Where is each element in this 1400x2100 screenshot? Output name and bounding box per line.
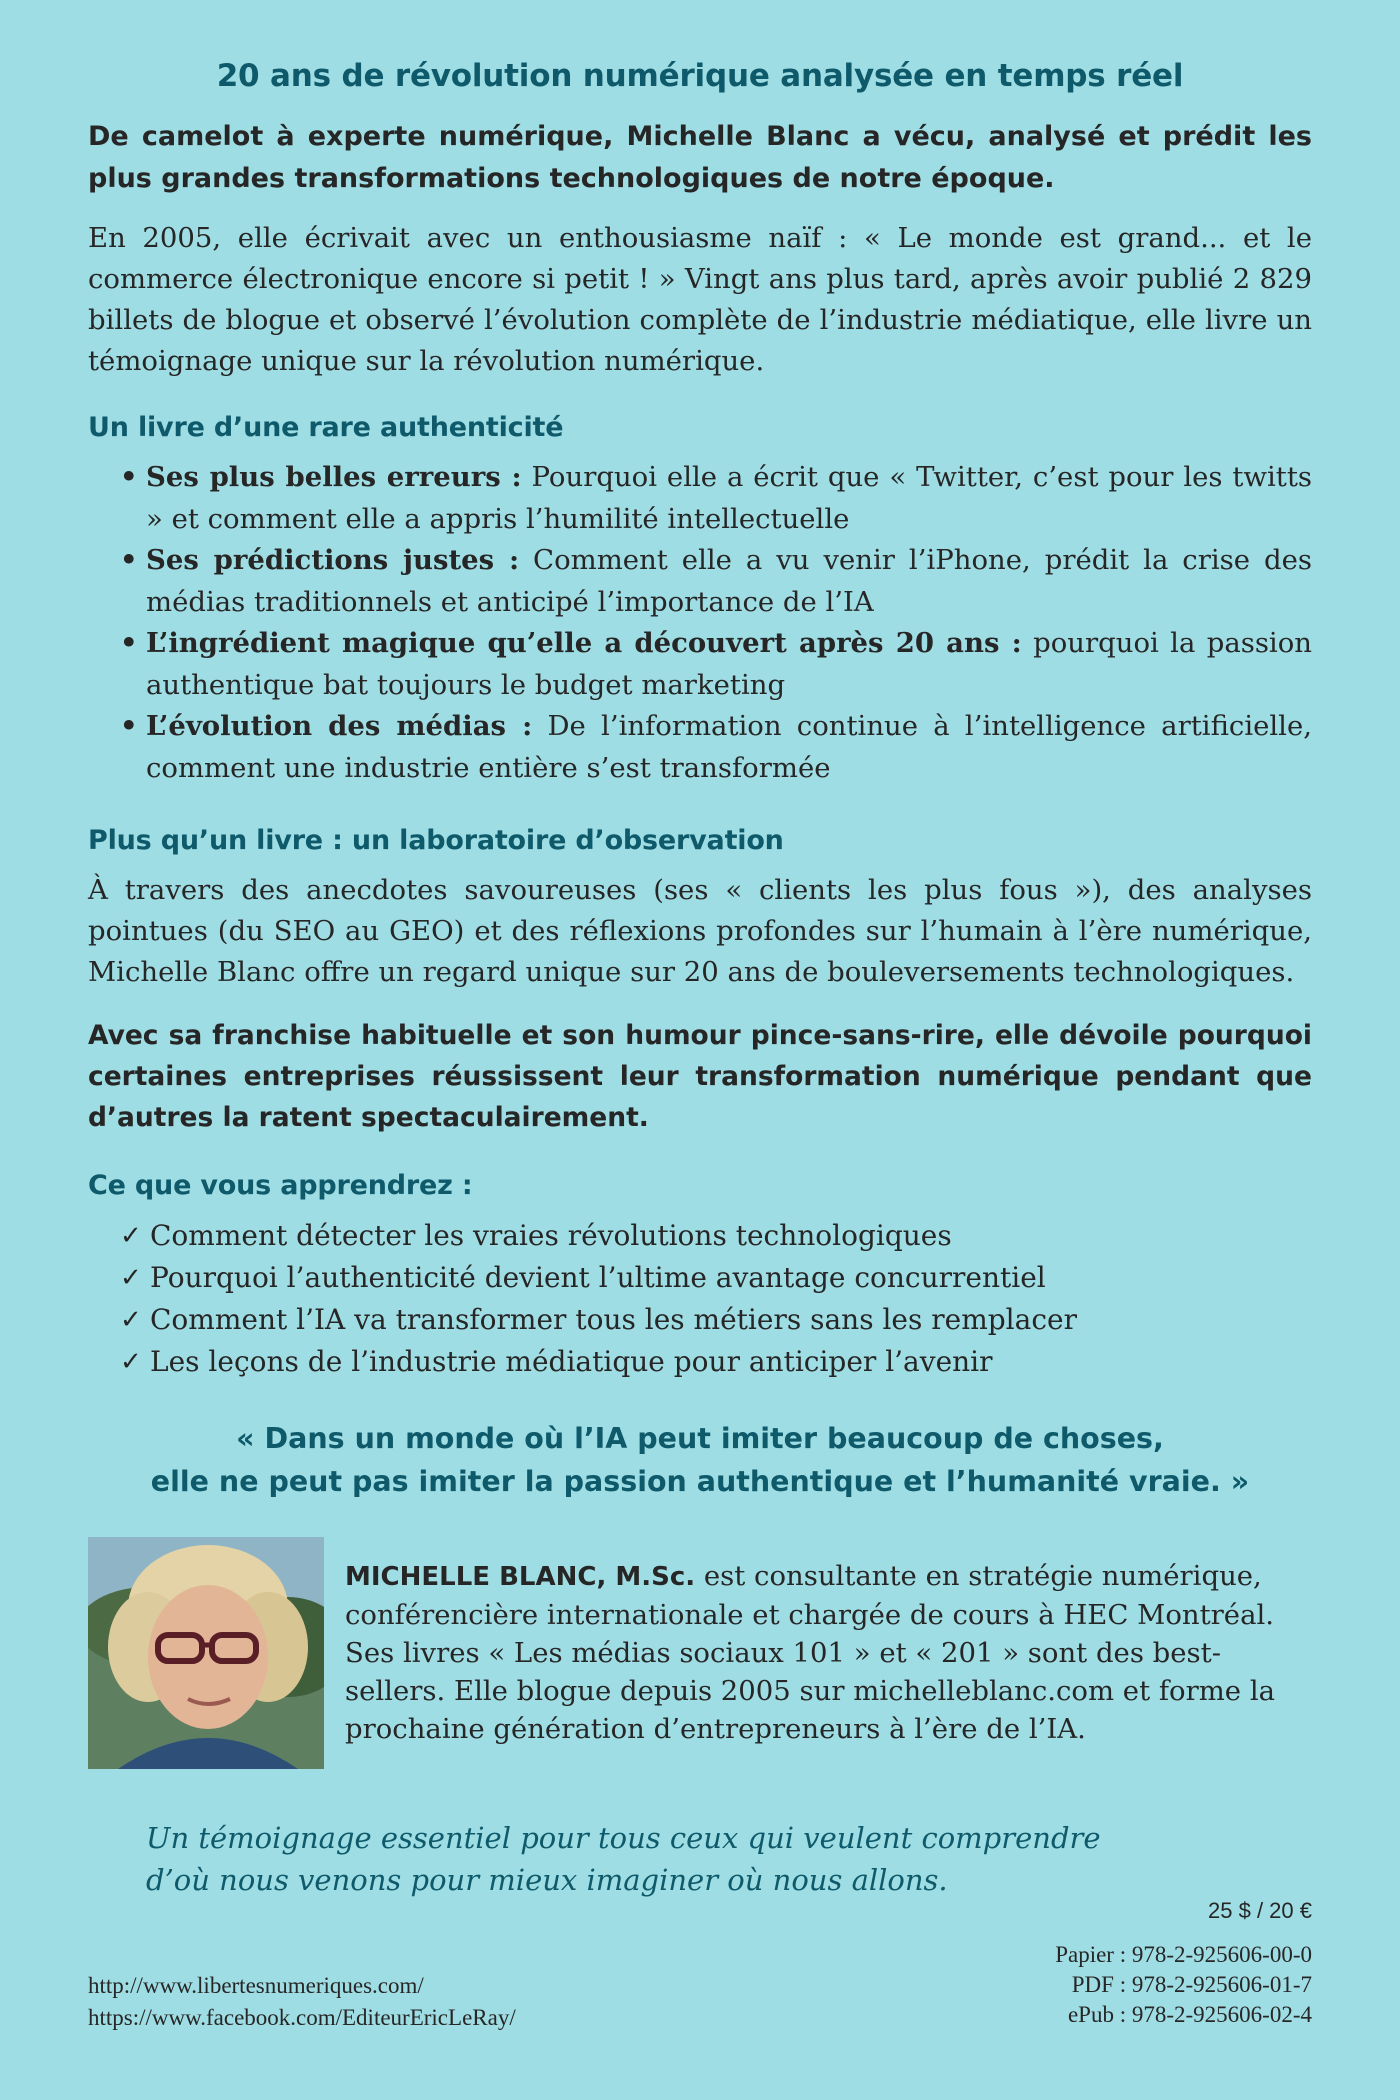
check-icon: ✓ xyxy=(120,1305,142,1335)
author-block xyxy=(88,1537,1312,1769)
laboratory-bold-paragraph: Avec sa franchise habituelle et son humour pince-sans-rire, elle dévoile pourquoi certaines entreprises réussissent leur transformation numérique pendant que d’autres la ratent spectaculairement. xyxy=(88,1020,1312,1133)
pull-quote-line: elle ne peut pas imiter la passion authentique et l’humanité vraie. » xyxy=(150,1465,1250,1498)
list-item: ✓ Comment l’IA va transformer tous les métiers sans les remplacer xyxy=(120,1299,1312,1341)
isbn-pdf: PDF : 978-2-925606-01-7 xyxy=(1071,1972,1312,1997)
check-icon: ✓ xyxy=(120,1347,142,1377)
back-cover xyxy=(88,58,1312,1901)
list-item: • L’évolution des médias : De l’information continue à l’intelligence artificielle, comment une industrie entière s’est transformée xyxy=(146,706,1312,789)
list-item: • Ses prédictions justes : Comment elle a vu venir l’iPhone, prédit la crise des médias traditionnels et anticipé l’importance de l’IA xyxy=(146,540,1312,623)
bullet-icon: • xyxy=(120,544,138,576)
pull-quote-line: « Dans un monde où l’IA peut imiter beaucoup de choses, xyxy=(236,1422,1164,1455)
author-photo xyxy=(88,1537,324,1769)
author-portrait-icon xyxy=(88,1537,324,1769)
bullet-icon: • xyxy=(120,710,138,742)
bullet-icon: • xyxy=(120,627,138,659)
links-block xyxy=(88,1970,516,2034)
pull-quote xyxy=(88,1417,1312,1503)
author-name: MICHELLE BLANC, M.Sc. xyxy=(345,1562,696,1592)
laboratory-paragraph: À travers des anecdotes savoureuses (ses « clients les plus fous »), des analyses pointues (du SEO au GEO) et des réflexions profondes sur l’humain à l’ère numérique, Michelle Blanc offre un regard unique sur 20 ans de bouleversements technologiques. xyxy=(88,874,1312,988)
lead-paragraph: De camelot à experte numérique, Michelle Blanc a vécu, analysé et prédit les plus grandes transformations technologiques de notre époque. xyxy=(88,121,1312,194)
list-item: • Ses plus belles erreurs : Pourquoi elle a écrit que « Twitter, c’est pour les twitts » et comment elle a appris l’humilité intellectuelle xyxy=(146,457,1312,540)
author-bio: MICHELLE BLANC, M.Sc. est consultante en stratégie numérique, conférencière internationale et chargée de cours à HEC Montréal. Ses livres « Les médias sociaux 101 » et « 201 » sont des best-sellers. Elle blogue depuis 2005 sur michelleblanc.com et forme la prochaine génération d’entrepreneurs à l’ère de l’IA. xyxy=(345,1560,1276,1745)
list-item: ✓ Pourquoi l’authenticité devient l’ultime avantage concurrentiel xyxy=(120,1257,1312,1299)
check-icon: ✓ xyxy=(120,1221,142,1251)
intro-paragraph: En 2005, elle écrivait avec un enthousiasme naïf : « Le monde est grand... et le commerce électronique encore si petit ! » Vingt ans plus tard, après avoir publié 2 829 billets de blogue et observé l’évolution complète de l’industrie médiatique, elle livre un témoignage unique sur la révolution numérique. xyxy=(88,222,1312,377)
bullet-icon: • xyxy=(120,461,138,493)
isbn-paper: Papier : 978-2-925606-00-0 xyxy=(1055,1942,1312,1967)
price-label: 25 $ / 20 € xyxy=(1208,1898,1312,1923)
isbn-epub: ePub : 978-2-925606-02-4 xyxy=(1067,2002,1312,2027)
authenticity-list xyxy=(88,457,1312,789)
page-title: 20 ans de révolution numérique analysée en temps réel xyxy=(216,58,1184,94)
facebook-link[interactable]: https://www.facebook.com/EditeurEricLeRay/ xyxy=(88,2005,516,2030)
isbn-block xyxy=(1055,1940,1312,2030)
list-item: ✓ Les leçons de l’industrie médiatique pour anticiper l’avenir xyxy=(120,1341,1312,1383)
learn-checklist xyxy=(88,1215,1312,1383)
list-item: ✓ Comment détecter les vraies révolutions technologiques xyxy=(120,1215,1312,1257)
tagline: Un témoignage essentiel pour tous ceux qui veulent comprendre d’où nous venons pour mieux imaginer où nous allons. xyxy=(146,1821,1101,1897)
check-icon: ✓ xyxy=(120,1263,142,1293)
website-link[interactable]: http://www.libertesnumeriques.com/ xyxy=(88,1973,424,1998)
section-heading-authenticity: Un livre d’une rare authenticité xyxy=(88,412,564,443)
list-item: • L’ingrédient magique qu’elle a découvert après 20 ans : pourquoi la passion authentique bat toujours le budget marketing xyxy=(146,623,1312,706)
section-heading-learn: Ce que vous apprendrez : xyxy=(88,1170,473,1201)
section-heading-laboratory: Plus qu’un livre : un laboratoire d’observation xyxy=(88,825,784,856)
